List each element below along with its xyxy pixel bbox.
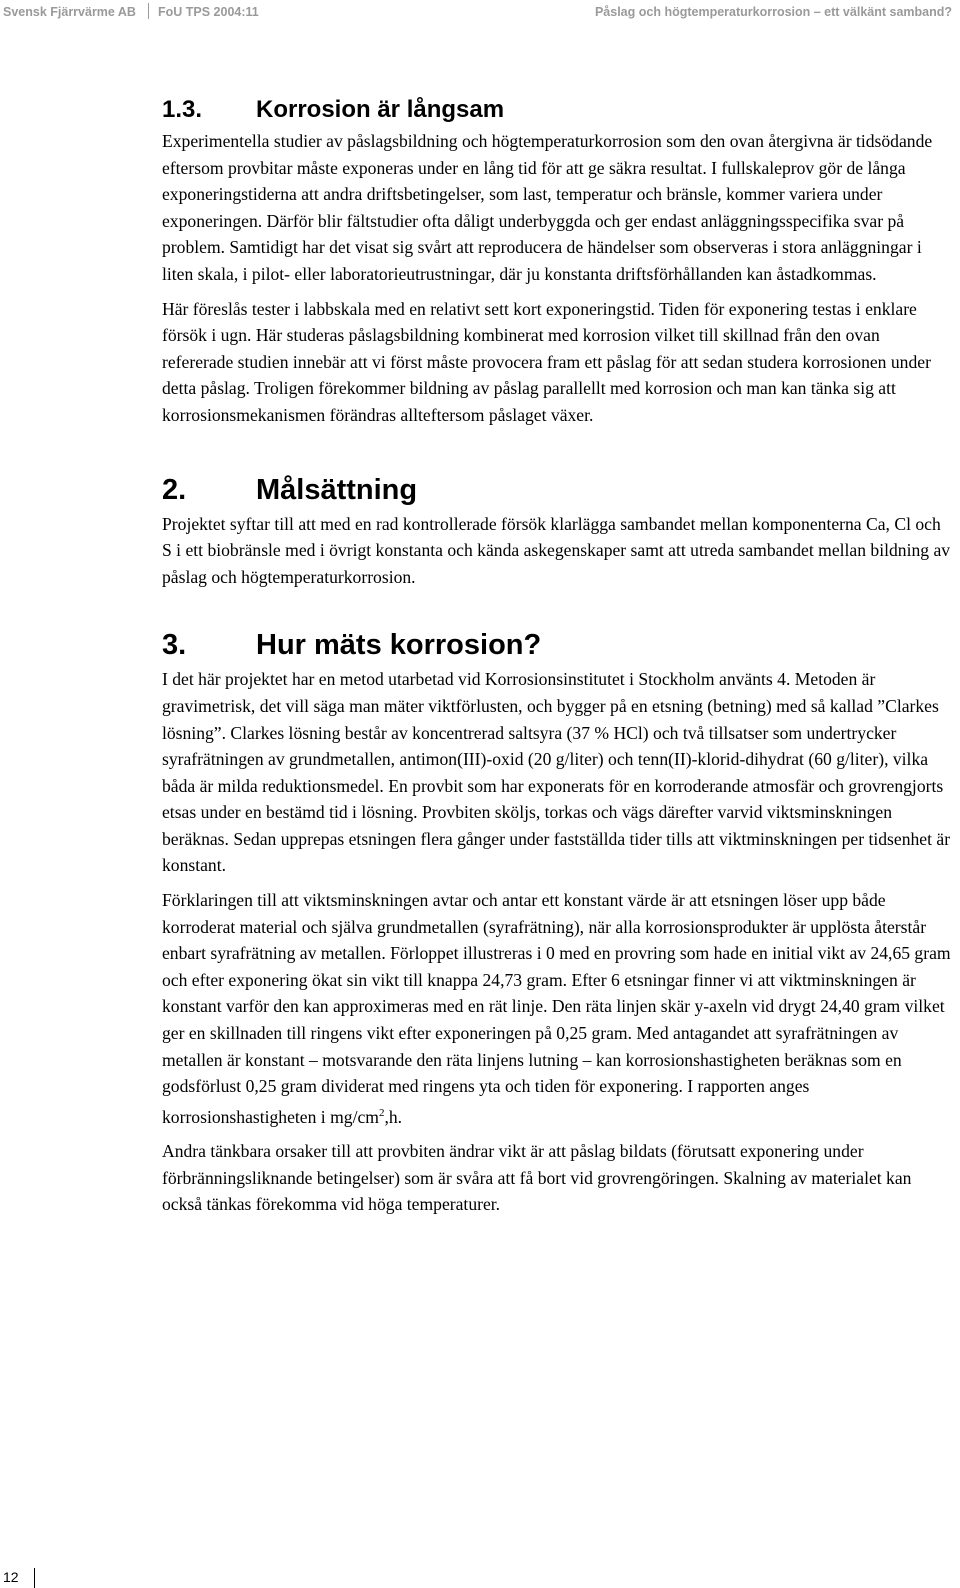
header-separator (148, 3, 149, 19)
header-report-title: Påslag och högtemperaturkorrosion – ett välkänt samband? (594, 5, 952, 19)
page-footer (0, 1568, 60, 1588)
paragraph-text: Förklaringen till att viktsminskningen avtar och antar ett konstant värde är att etsningen löser upp både korroderat material och själva grundmetallen (syrafrätning), när alla korrosionsprodukter är upplösta återstår enbart syrafrätning av metallen. Förloppet illustreras i 0 med en provring som hade en initial vikt av 24,65 gram och efter exponering ökat sin vikt till knappa 24,73 gram. Efter 6 etsningar finner vi att viktminskningen är konstant varför den kan approximeras med en rät linje. Den räta linjen skär y-axeln vid drygt 24,40 gram vilket ger en skillnaden till ringens vikt efter exponeringen på 0,25 gram. Med antagandet att syrafrätningen av metallen är konstant – motsvarande den räta linjens lutning – kan korrosionshastigheten beräknas som en godsförlust 0,25 gram dividerat med ringens yta och tiden för exponering. I rapporten anges korrosionshastigheten i mg/cm (162, 890, 951, 1127)
section-number: 2. (162, 473, 187, 506)
paragraph: Här föreslås tester i labbskala med en relativt sett kort exponeringstid. Tiden för exponering testas i enklare försök i ugn. Här studeras påslagsbildning kombinerat med korrosion vilket till skillnad från den ovan refererade studien innebär att vi först måste provocera fram ett påslag för att sedan studera korrosionen under detta påslag. Troligen förekommer bildning av påslag parallellt med korrosion och man kan tänka sig att korrosionsmekanismen förändras allteftersom påslaget växer. (162, 298, 931, 425)
paragraph: I det här projektet har en metod utarbetad vid Korrosionsinstitutet i Stockholm använts 4. Metoden är gravimetrisk, det vill säga man mäter viktförlusten, och bygger på en etsning (betning) med så kallad ”Clarkes lösning”. Clarkes lösning består av koncentrerad saltsyra (37 % HCl) och två tillsatser som undertrycker syrafrätningen av grundmetallen, antimon(III)-oxid (20 g/liter) och tenn(II)-klorid-dihydrat (60 g/liter), vilka båda är milda reduktionsmedel. En provbit som har exponerats för en korroderande atmosfär och grovrengjorts etsas under en bestämd tid i lösning. Provbiten sköljs, torkas och vägs därefter varvid viktsminskningen beräknas. Sedan upprepas etsningen flera gånger under fastställda tider tills att viktminskningen per tidsenhet är konstant. (162, 669, 951, 876)
unit-suffix: ,h. (384, 1106, 403, 1127)
page-body (162, 92, 954, 1218)
paragraph: Andra tänkbara orsaker till att provbiten ändrar vikt är att påslag bildats (förutsatt exponering under förbränningsliknande betingelser) som är svåra att få bort vid grovrengöringen. Skalning av materialet kan också tänkas förekomma vid höga temperaturer. (162, 1141, 912, 1215)
paragraph: Projektet syftar till att med en rad kontrollerade försök klarlägga sambandet mellan komponenterna Ca, Cl och S i ett biobränsle med i övrigt konstanta och kända askegenskaper samt att utreda sambandet mellan bildning av påslag och högtemperaturkorrosion. (162, 513, 951, 587)
paragraph: Experimentella studier av påslagsbildning och högtemperaturkorrosion som den ovan återgivna är tidsödande eftersom provbitar måste exponeras under en lång tid för att ge säkra resultat. I fullskaleprov gör de långa exponeringstiderna att andra driftsbetingelser, som last, temperatur och bränsle, kommer variera under exponeringen. Därför blir fältstudier ofta dåligt underbyggda och ger endast anläggningsspecifika svar på problem. Samtidigt har det visat sig svårt att reproducera de händelser som observeras i stora anläggningar i liten skala, i pilot- eller laboratorieutrustningar, där ju konstanta driftsförhållanden kan åstadkommas. (162, 131, 933, 284)
section-number: 3. (162, 629, 187, 662)
section-heading-3 (162, 624, 954, 666)
section-heading-1-3 (162, 92, 954, 128)
section-number: 1.3. (162, 96, 203, 123)
header-project-code: FoU TPS 2004:11 (158, 5, 259, 19)
footer-rule (34, 1568, 35, 1588)
page-number: 12 (3, 1569, 19, 1585)
unit-superscript: 2 (378, 1106, 385, 1119)
header-organization: Svensk Fjärrvärme AB (3, 5, 136, 19)
paragraph (162, 887, 954, 1130)
section-title: Korrosion är långsam (256, 96, 505, 123)
section-heading-2 (162, 469, 954, 511)
section-title: Målsättning (256, 473, 418, 506)
running-header (0, 0, 960, 24)
section-title: Hur mäts korrosion? (256, 629, 542, 662)
